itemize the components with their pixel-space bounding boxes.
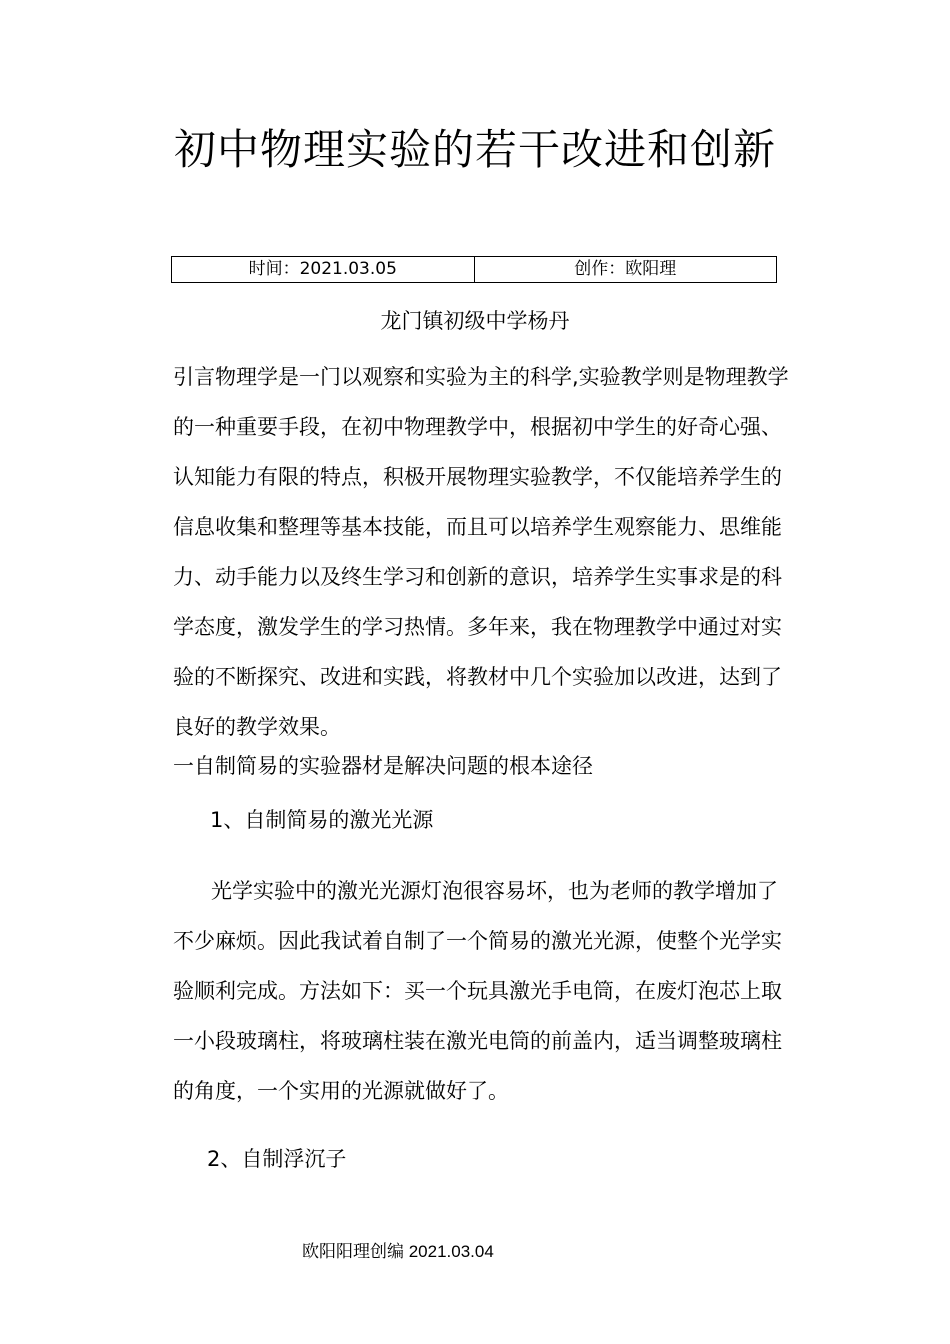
intro-paragraph: 引言物理学是一门以观察和实验为主的科学,实验教学则是物理教学的一种重要手段，在初中物理教学中，根据初中学生的好奇心强、认知能力有限的特点，积极开展物理实验教学，不仅能培养学生的信息收集和整理等基本技能，而且可以培养学生观察能力、思维能力、动手能力以及终生学习和创新的意识，培养学生实事求是的科学态度，激发学生的学习热情。多年来，我在物理教学中通过对实验的不断探究、改进和实践，将教材中几个实验加以改进，达到了良好的教学效果。 [173,365,789,739]
meta-author: 创作：欧阳理 [474,257,777,282]
subsection-heading-2: 2、自制浮沉子 [207,1147,347,1171]
page-footer: 欧阳阳理创编 2021.03.04 [302,1242,494,1261]
section-heading-1: 一自制简易的实验器材是解决问题的根本途径 [173,754,593,778]
subsection-body-1-text: 光学实验中的激光光源灯泡很容易坏，也为老师的教学增加了不少麻烦。因此我试着自制了一个简易的激光光源，使整个光学实验顺利完成。方法如下：买一个玩具激光手电筒，在废灯泡芯上取一小段玻璃柱，将玻璃柱装在激光电筒的前盖内，适当调整玻璃柱的角度，一个实用的光源就做好了。 [173,879,782,1103]
meta-table [171,256,777,283]
meta-time: 时间：2021.03.05 [248,259,397,279]
document-title: 初中物理实验的若干改进和创新 [173,125,776,174]
byline: 龙门镇初级中学杨丹 [380,309,570,333]
subsection-body-1 [173,866,793,1116]
subsection-heading-1: 1、自制简易的激光光源 [210,808,434,832]
